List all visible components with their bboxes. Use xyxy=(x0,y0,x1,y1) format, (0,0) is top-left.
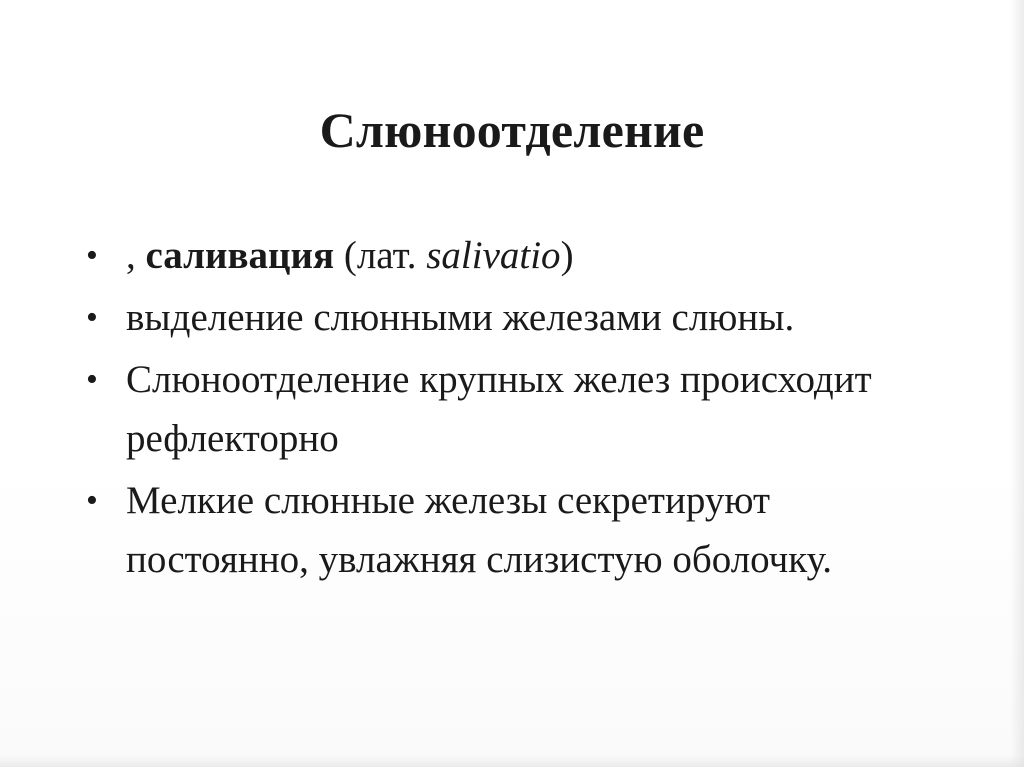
bullet-latin-term: salivatio xyxy=(426,234,561,277)
right-edge-shadow xyxy=(1010,0,1024,767)
bullet-item-definition xyxy=(84,288,944,347)
slide-title: Слюноотделение xyxy=(319,102,705,158)
bullet-latin-label: (лат. xyxy=(334,234,427,277)
bullet-marker: • xyxy=(86,482,98,519)
bullet-item-salivation xyxy=(84,226,944,285)
bullet-text: выделение слюнными железами слюны. xyxy=(126,296,795,339)
bullet-text: Мелкие слюнные железы секретируют постоянно, увлажняя слизистую оболочку. xyxy=(126,479,833,581)
bullet-marker: • xyxy=(86,361,98,398)
bullet-suffix: ) xyxy=(560,234,574,277)
bullet-item-minor-glands xyxy=(84,471,944,589)
bullet-prefix: , xyxy=(126,234,146,277)
bullet-text: Слюноотделение крупных желез происходит рефлекторно xyxy=(126,358,872,460)
bullet-marker: • xyxy=(86,299,98,336)
bottom-edge-shadow xyxy=(0,755,1024,767)
bullet-item-reflex xyxy=(84,350,944,468)
bullet-marker: • xyxy=(86,237,98,274)
bullet-term: саливация xyxy=(145,234,335,277)
bullet-list xyxy=(84,226,944,592)
